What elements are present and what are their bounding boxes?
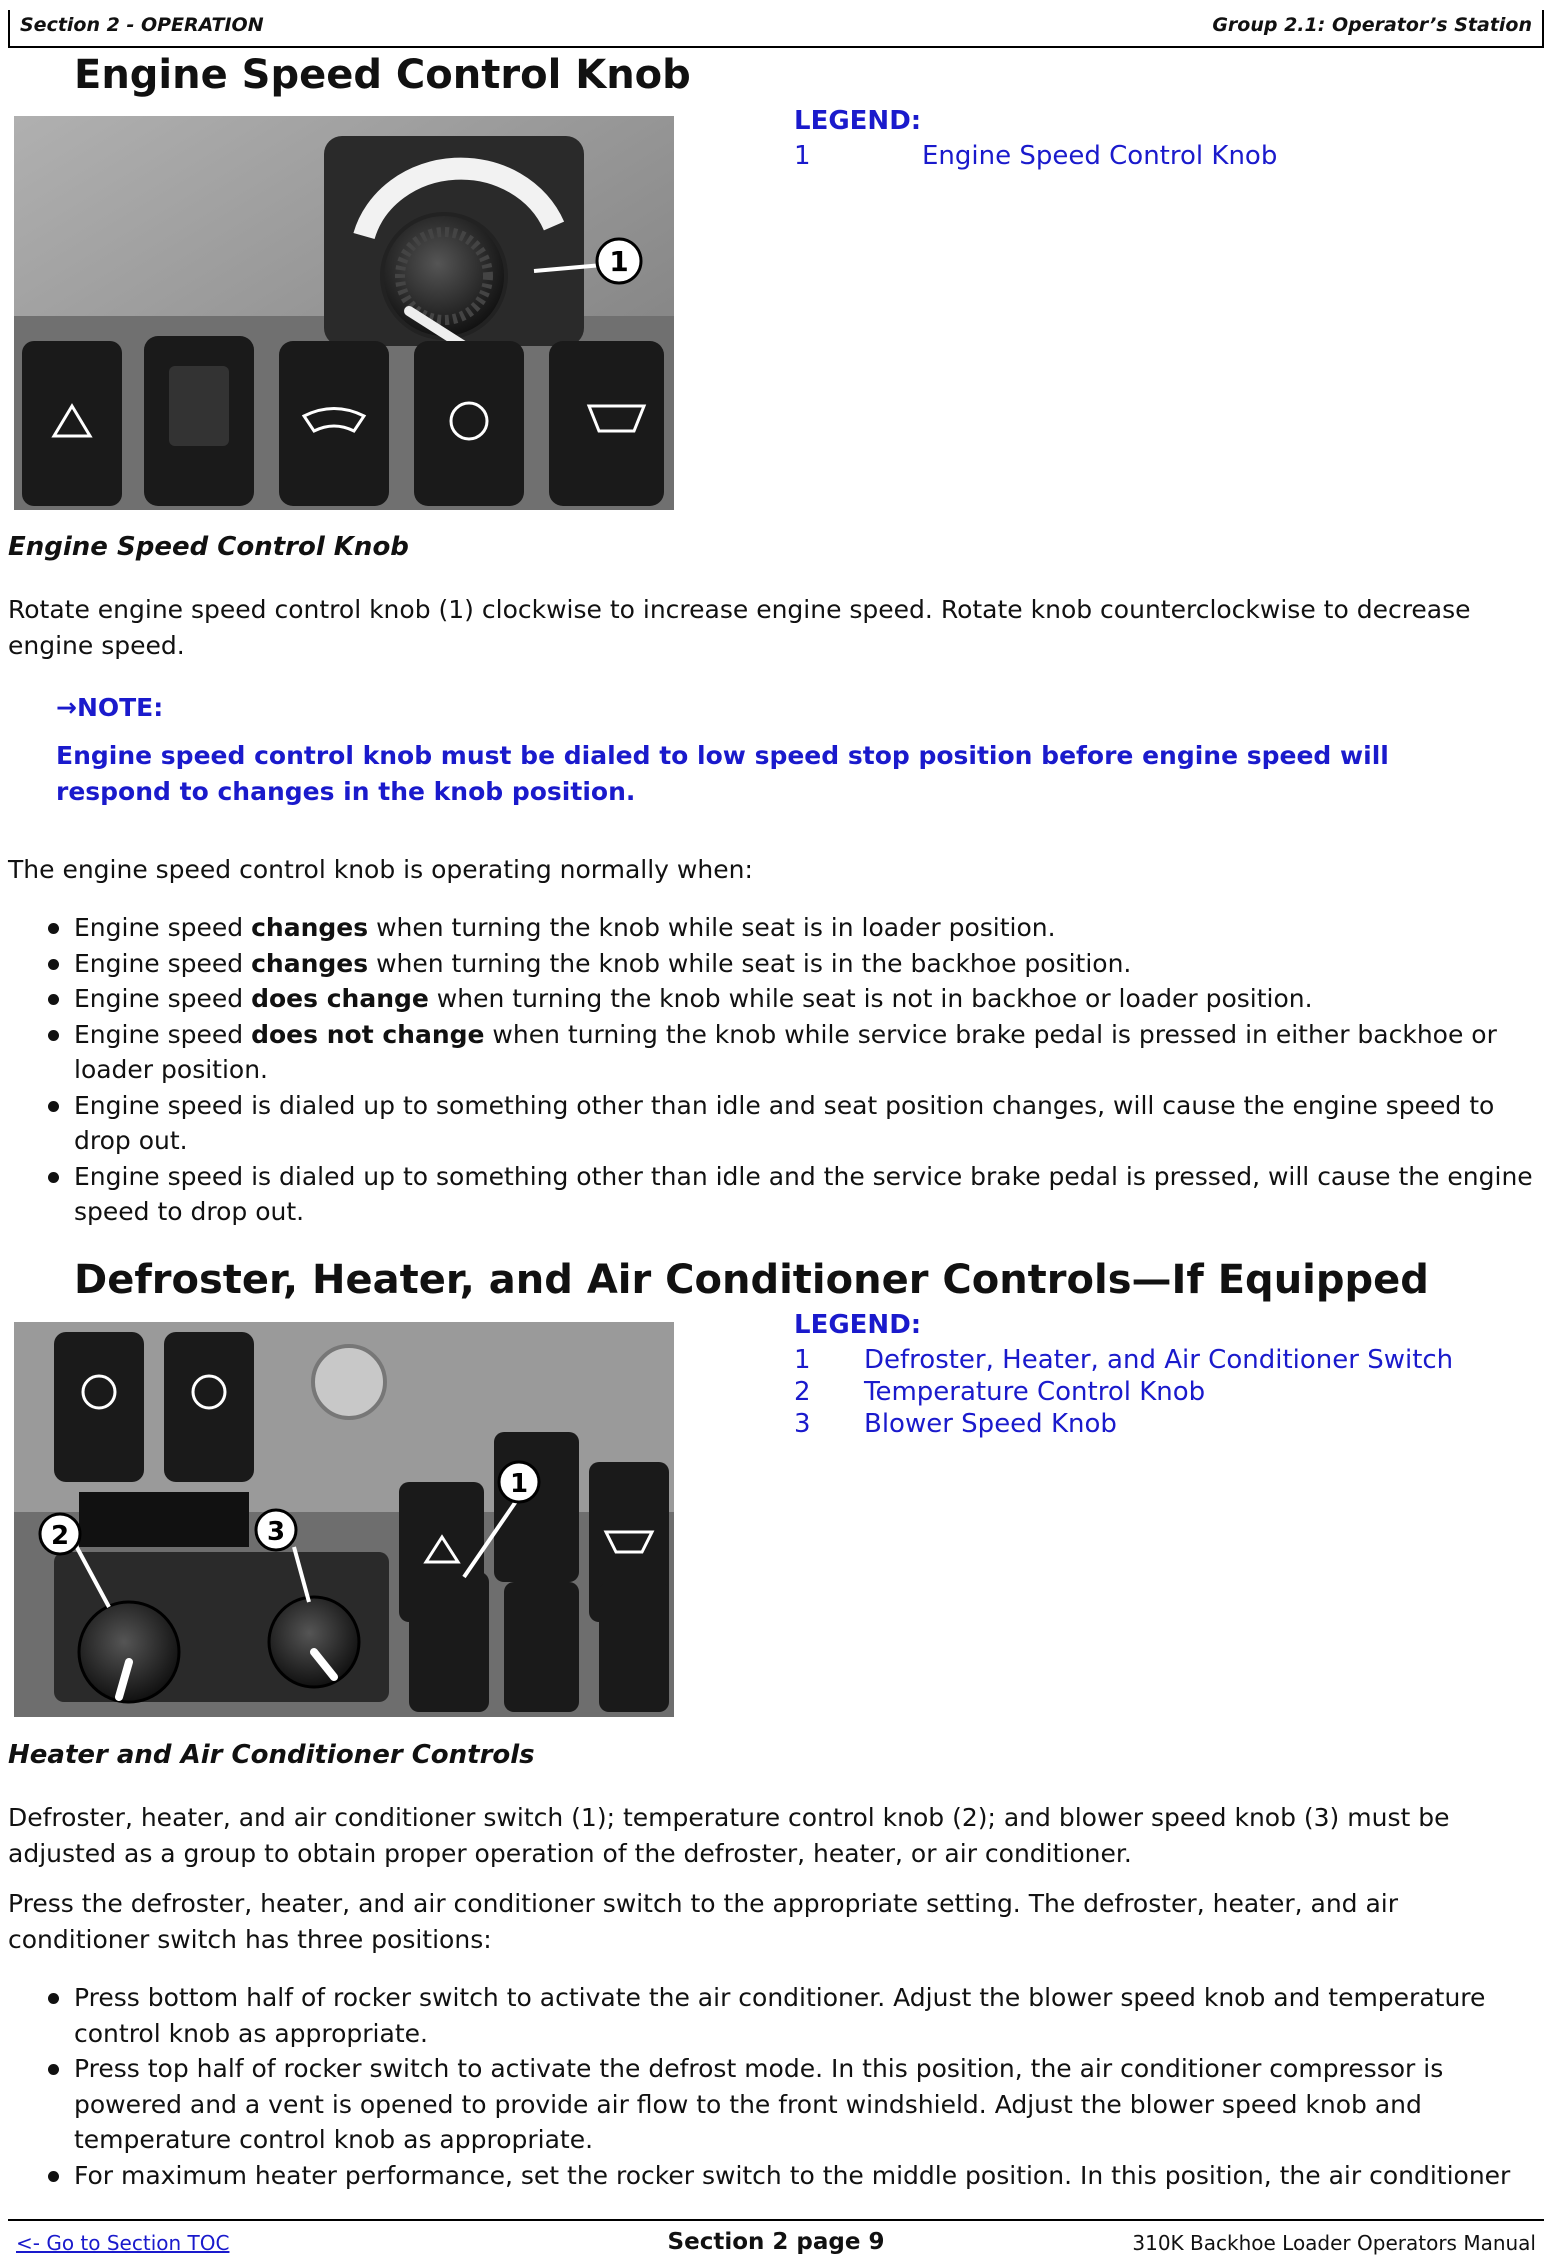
bullet-text: Press bottom half of rocker switch to activate the air conditioner. Adjust the blower speed knob and temperature control knob as appropriate. <box>74 1983 1486 2048</box>
bullet-emphasis: changes <box>251 913 369 942</box>
bullet-text: Engine speed <box>74 984 252 1013</box>
bullet-item <box>8 2158 1538 2194</box>
engine-speed-knob-photo <box>14 116 674 510</box>
page-header <box>8 10 1544 48</box>
legend-label: Blower Speed Knob <box>864 1409 1117 1439</box>
section-title-climate-controls: Defroster, Heater, and Air Conditioner Controls—If Equipped <box>74 1257 1429 1303</box>
legend-climate-controls <box>794 1310 1453 1440</box>
paragraph: Press the defroster, heater, and air conditioner switch to the appropriate setting. The defroster, heater, and air conditioner switch has three positions: <box>8 1889 1399 1954</box>
bullet-item <box>8 1017 1538 1088</box>
engine-speed-knob-illustration <box>14 116 674 510</box>
legend-number: 2 <box>794 1377 811 1407</box>
legend-item <box>794 140 1277 172</box>
bullet-item <box>8 1159 1538 1230</box>
group-label: Group 2.1: Operator’s Station <box>1212 14 1532 36</box>
note-box <box>56 690 1496 810</box>
bullet-item <box>8 1088 1538 1159</box>
figure-caption-engine-speed: Engine Speed Control Knob <box>8 532 409 562</box>
note-label: →NOTE: <box>56 693 164 722</box>
page-number: Section 2 page 9 <box>667 2229 885 2255</box>
bullet-list-engine-speed <box>8 910 1538 1230</box>
section-label: Section 2 - OPERATION <box>20 14 264 36</box>
note-text: Engine speed control knob must be dialed to low speed stop position before engine speed will respond to changes in the knob position. <box>56 741 1389 806</box>
bullet-text: For maximum heater performance, set the rocker switch to the middle position. In this position, the air conditioner <box>74 2160 1511 2190</box>
callout-3: 3 <box>266 1517 286 1547</box>
legend-label: Defroster, Heater, and Air Conditioner Switch <box>864 1345 1454 1375</box>
legend-item <box>794 1408 1453 1440</box>
legend-item <box>794 1344 1453 1376</box>
legend-title: LEGEND: <box>794 106 922 136</box>
legend-engine-speed <box>794 106 1277 172</box>
bullet-text: when turning the knob while seat is in the backhoe position. <box>368 948 1132 978</box>
bullet-text: Engine speed is dialed up to something other than idle and seat position changes, will cause the engine speed to drop out. <box>74 1090 1495 1155</box>
bullet-emphasis: does not change <box>251 1019 485 1049</box>
bullet-text: Engine speed <box>74 948 252 978</box>
paragraph: Rotate engine speed control knob (1) clockwise to increase engine speed. Rotate knob counterclockwise to decrease engine speed. <box>8 595 1471 660</box>
bullet-list-climate-controls <box>8 1980 1538 2193</box>
page-footer <box>8 2219 1544 2265</box>
callout-1: 1 <box>509 1469 529 1499</box>
climate-controls-photo <box>14 1322 674 1717</box>
bullet-item <box>8 946 1538 982</box>
callout-1: 1 <box>609 245 629 278</box>
bullet-text: Engine speed <box>74 913 252 942</box>
legend-number: 3 <box>794 1409 811 1439</box>
bullet-text: when turning the knob while seat is in loader position. <box>368 913 1056 942</box>
bullet-item <box>8 1980 1538 2051</box>
legend-title: LEGEND: <box>794 1310 922 1340</box>
legend-item <box>794 1376 1453 1408</box>
section-toc-link[interactable]: <- Go to Section TOC <box>16 2231 230 2255</box>
bullet-text: Engine speed is dialed up to something other than idle and the service brake pedal is pressed, will cause the engine speed to drop out. <box>74 1161 1533 1226</box>
legend-number: 1 <box>794 141 811 171</box>
bullet-text: when turning the knob while seat is not in backhoe or loader position. <box>428 984 1313 1013</box>
bullet-text: Press top half of rocker switch to activate the defrost mode. In this position, the air conditioner compressor is powered and a vent is opened to provide air flow to the front windshield. Adjust the blower speed knob and temperature control knob as appropriate. <box>74 2054 1444 2154</box>
climate-controls-illustration <box>14 1322 674 1717</box>
paragraph: Defroster, heater, and air conditioner switch (1); temperature control knob (2); and blower speed knob (3) must be adjusted as a group to obtain proper operation of the defroster, heater, or air conditioner. <box>8 1803 1450 1868</box>
bullet-text: Engine speed <box>74 1019 252 1049</box>
bullet-text: when turning the knob while service brake pedal is pressed in either backhoe or loader position. <box>74 1019 1497 1084</box>
figure-caption-climate-controls: Heater and Air Conditioner Controls <box>8 1740 535 1770</box>
callout-2: 2 <box>50 1521 70 1551</box>
bullet-item <box>8 910 1538 946</box>
manual-title: 310K Backhoe Loader Operators Manual <box>1132 2231 1536 2255</box>
legend-label: Engine Speed Control Knob <box>922 141 1278 171</box>
bullet-emphasis: does change <box>251 984 429 1013</box>
legend-label: Temperature Control Knob <box>864 1377 1206 1407</box>
bullet-item <box>8 2051 1538 2158</box>
paragraph: The engine speed control knob is operating normally when: <box>8 855 753 884</box>
section-title-engine-speed: Engine Speed Control Knob <box>74 52 691 98</box>
legend-number: 1 <box>794 1345 811 1375</box>
bullet-emphasis: changes <box>251 948 369 978</box>
bullet-item <box>8 981 1538 1017</box>
